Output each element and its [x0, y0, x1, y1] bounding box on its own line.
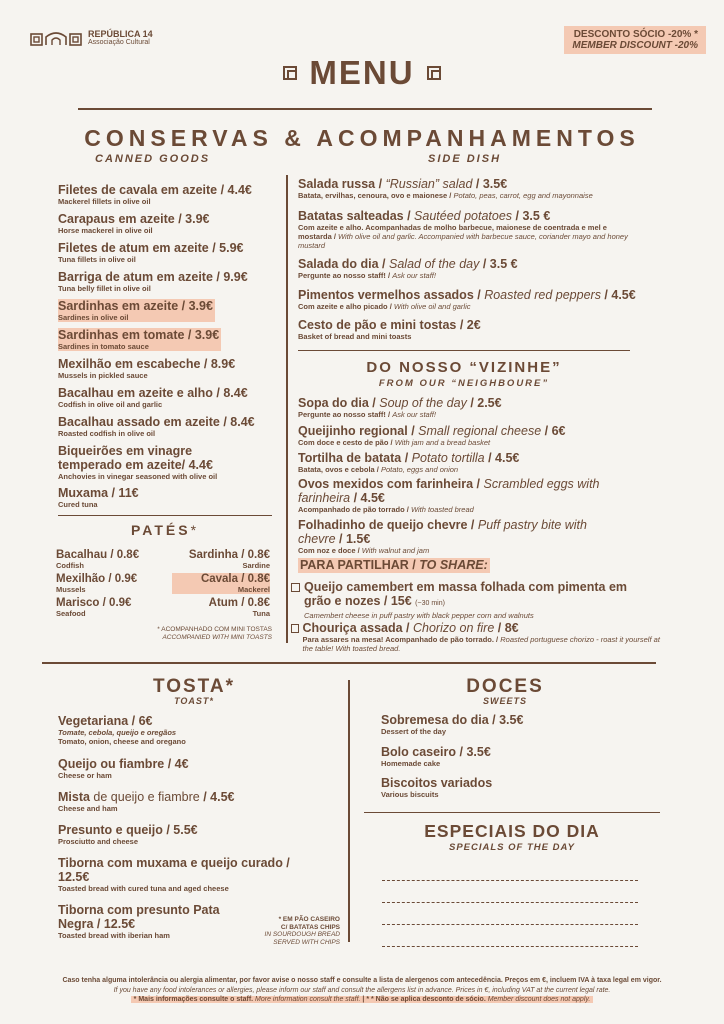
pate-item: [56, 573, 137, 594]
cook-icon: [291, 583, 300, 592]
item-title-pt: Batatas salteadas /: [298, 209, 415, 223]
canned-item: [58, 357, 235, 380]
pate-item: [172, 573, 270, 594]
item-title: Biscoitos variados: [381, 776, 493, 790]
item-subtitle: Tuna belly fillet in olive oil: [58, 284, 151, 293]
subtitle-especiais: SPECIALS OF THE DAY: [449, 842, 575, 853]
item-title: Sobremesa do dia / 3.5€: [381, 713, 524, 727]
item-title-pt: Salada do dia /: [298, 257, 389, 271]
pates-note: [58, 626, 272, 642]
subtitle-doces: SWEETS: [482, 696, 527, 706]
pate-item: [56, 597, 131, 618]
pate-subtitle: Sardine: [242, 561, 270, 570]
neighbour-item: [298, 518, 648, 555]
side-dish-item: [298, 209, 638, 250]
divider: [58, 515, 272, 516]
sweet-item: [381, 713, 523, 736]
section-title-pates: [58, 522, 272, 538]
canned-item: [58, 444, 217, 481]
item-subtitle: Homemade cake: [381, 759, 441, 768]
item-subtitle-en: Cheese or ham: [58, 771, 112, 780]
item-title: Filetes de cavala em azeite / 4.4€: [58, 183, 252, 197]
logo-name: REPÚBLICA 14: [88, 29, 153, 39]
item-subtitle-pt: Pergunte ao nosso staff! /: [298, 410, 393, 419]
item-subtitle-en: With olive oil and garlic: [393, 302, 471, 311]
divider: [298, 350, 630, 351]
item-subtitle: Various biscuits: [381, 790, 439, 799]
discount-line-pt: DESCONTO SÓCIO -20% *: [573, 29, 698, 40]
item-title: Biqueirões em vinagre: [58, 444, 193, 458]
pate-subtitle: Mussels: [56, 585, 86, 594]
tosta-note-2: C/ BATATAS CHIPS: [280, 923, 340, 931]
tosta-note-4: SERVED WITH CHIPS: [273, 938, 340, 946]
canned-item: [58, 299, 215, 322]
item-price: / 4.5€: [350, 491, 385, 505]
canned-item: [58, 386, 248, 409]
item-price: / 3.5 €: [512, 209, 551, 223]
pate-title: Bacalhau / 0.8€: [56, 549, 140, 561]
item-subtitle-pt: Para assares na mesa! Acompanhado de pão torrado. /: [302, 635, 501, 644]
item-title: Sardinhas em tomate / 3.9€: [58, 328, 220, 342]
discount-line-en: MEMBER DISCOUNT -20%: [572, 40, 698, 51]
item-price: / 6€: [541, 424, 566, 438]
subtitle-tosta: TOAST*: [174, 696, 214, 706]
toast-item: [58, 856, 338, 893]
item-title-2: Negra / 12.5€: [58, 917, 136, 931]
toast-item: [58, 757, 338, 780]
sweet-item: [381, 776, 492, 799]
item-subtitle: Tuna fillets in olive oil: [58, 255, 136, 264]
tosta-title-text: TOSTA: [152, 676, 226, 697]
pate-subtitle: Tuna: [252, 609, 270, 618]
item-subtitle-en: Potato, peas, carrot, egg and mayonnaise: [453, 191, 593, 200]
item-title: Queijo camembert em massa folhada com pimenta em: [304, 580, 628, 594]
toast-item: [58, 790, 338, 813]
item-title-en: Roasted red peppers: [484, 288, 601, 302]
item-subtitle: Sardines in tomato sauce: [58, 342, 221, 351]
item-subtitle-pt: Acompanhado de pão torrado /: [298, 505, 411, 514]
item-title: Carapaus em azeite / 3.9€: [58, 212, 210, 226]
item-title: Tiborna com presunto Pata: [58, 903, 220, 917]
pates-note-pt: * ACOMPANHADO COM MINI TOSTAS: [157, 626, 272, 633]
pates-note-en: ACCOMPANIED WITH MINI TOASTS: [162, 634, 272, 641]
item-subtitle-pt: Com noz e doce /: [298, 546, 362, 555]
item-subtitle: Horse mackerel in olive oil: [58, 226, 153, 235]
toast-item: [58, 714, 338, 746]
specials-blank-line: [382, 902, 638, 903]
footer-note-pt1: * Mais informações consulte o staff.: [133, 996, 254, 1003]
item-price: / 3.5€: [472, 177, 508, 191]
item-subtitle-en: Cheese and ham: [58, 804, 118, 813]
item-price: / 3.5 €: [479, 257, 518, 271]
section-title-vizinhe: DO NOSSO “VIZINHE”: [366, 359, 562, 376]
item-subtitle-en: With jam and a bread basket: [394, 438, 491, 447]
side-dish-item: [298, 257, 638, 280]
neighbour-item: [298, 396, 648, 419]
menu-title: [0, 54, 724, 92]
item-title: Bacalhau assado em azeite / 8.4€: [58, 415, 255, 429]
item-title: Mista: [58, 790, 90, 804]
item-title-pt: Sopa do dia /: [298, 396, 380, 410]
pate-subtitle: Codfish: [56, 561, 84, 570]
item-title-en-2: chevre: [298, 532, 336, 546]
item-title-detail: de queijo e fiambre: [89, 790, 200, 804]
pate-item: [56, 549, 139, 570]
item-subtitle-en: Toasted bread with iberian ham: [58, 931, 170, 940]
footer-line-pt: Caso tenha alguma intolerância ou alergia alimentar, por favor avise o nosso staff e consulte a lista de alergenos com antecedência. Preços em €, incluem IVA à taxa legal em vigor.: [62, 977, 662, 984]
item-subtitle-en: Potato, eggs and onion: [380, 465, 459, 474]
square-spiral-icon: [427, 66, 441, 80]
section-title-especiais: ESPECIAIS DO DIA: [424, 821, 600, 841]
item-title: Mexilhão em escabeche / 8.9€: [58, 357, 236, 371]
sweet-item: [381, 745, 491, 768]
item-title: Muxama / 11€: [58, 486, 139, 500]
item-subtitle: Sardines in olive oil: [58, 313, 215, 322]
item-price: / 4.5€: [484, 451, 520, 465]
canned-item: [58, 415, 255, 438]
column-divider: [286, 175, 288, 643]
neighbour-item: [298, 424, 648, 447]
item-title-en: Scrambled eggs with: [483, 477, 600, 491]
specials-blank-line: [382, 946, 638, 947]
share-title-pt: PARA PARTILHAR /: [300, 558, 420, 572]
item-price: / 1.5€: [335, 532, 371, 546]
item-subtitle-en: With olive oil and garlic. Accompanied with barbecue sauce, coriander mayo and honey mustard: [298, 232, 628, 250]
item-subtitle-pt: Com azeite e alho. Acompanhadas de molho barbecue, maionese de coentrada e mel e mostarda /: [298, 223, 607, 241]
item-title-pt: Pimentos vermelhos assados /: [298, 288, 485, 302]
item-subtitle: Roasted codfish in olive oil: [58, 429, 156, 438]
pate-item: [172, 597, 270, 618]
item-title-en: Salad of the day: [389, 257, 480, 271]
canned-item: [58, 486, 139, 509]
item-subtitle-en: Ask our staff!: [392, 410, 436, 419]
side-dish-item: [298, 177, 638, 200]
item-title-en: Chorizo on fire: [412, 621, 495, 635]
item-price: / 4.5€: [600, 288, 636, 302]
canned-item: [58, 241, 244, 264]
item-title-2: grão e nozes / 15€: [304, 594, 412, 608]
item-title: Tiborna com muxama e queijo curado /: [58, 856, 290, 870]
item-subtitle: Cured tuna: [58, 500, 98, 509]
item-subtitle: Mussels in pickled sauce: [58, 371, 148, 380]
item-subtitle-pt: Batata, ervilhas, cenoura, ovo e maionese /: [298, 191, 454, 200]
prep-time-note: (~30 min): [415, 600, 445, 607]
logo: [30, 28, 153, 48]
item-title: Queijo ou fiambre / 4€: [58, 757, 189, 771]
item-price: / 2.5€: [466, 396, 502, 410]
item-title-en: Sautéed potatoes: [414, 209, 513, 223]
share-title-en: TO SHARE:: [419, 558, 488, 572]
subtitle-side-dish: SIDE DISH: [428, 153, 502, 165]
neighbour-item: [298, 451, 648, 474]
canned-item: [58, 183, 252, 206]
item-title: Bolo caseiro / 3.5€: [381, 745, 491, 759]
pate-title: Atum / 0.8€: [208, 597, 270, 609]
pate-title: Mexilhão / 0.9€: [56, 573, 138, 585]
item-title: Filetes de atum em azeite / 5.9€: [58, 241, 244, 255]
item-title-pt: Cesto de pão e mini tostas / 2€: [298, 318, 481, 332]
canned-item: [58, 270, 248, 293]
divider: [78, 108, 652, 110]
item-title-pt: Folhadinho de queijo chevre /: [298, 518, 478, 532]
logo-icon: [30, 28, 82, 48]
footer-note-en1: More information consult the staff.: [253, 996, 361, 1003]
side-dish-item: [298, 318, 638, 341]
item-subtitle-en: Prosciutto and cheese: [58, 837, 139, 846]
item-title: Bacalhau em azeite e alho / 8.4€: [58, 386, 248, 400]
menu-title-text: MENU: [309, 54, 415, 91]
item-subtitle-pt: Tomate, cebola, queijo e oregãos: [58, 728, 177, 737]
specials-blank-line: [382, 880, 638, 881]
canned-item: [58, 212, 209, 235]
tosta-star: *: [225, 676, 236, 697]
subtitle-canned-goods: CANNED GOODS: [95, 153, 211, 165]
item-title-2: temperado em azeite/ 4.4€: [58, 458, 213, 472]
logo-subtitle: Associação Cultural: [88, 39, 150, 46]
tosta-note-3: IN SOURDOUGH BREAD: [264, 931, 340, 938]
item-price: / 8€: [494, 621, 519, 635]
toast-item: [58, 823, 338, 846]
item-title: Sardinhas em azeite / 3.9€: [58, 299, 213, 313]
item-title-pt: Queijinho regional /: [298, 424, 419, 438]
pate-item: [172, 549, 270, 570]
column-divider: [348, 680, 350, 942]
item-subtitle-pt: Com azeite e alho picado /: [298, 302, 394, 311]
footer-note-en2: Member discount does not apply.: [485, 996, 591, 1003]
footer: [20, 976, 704, 1005]
canned-item: [58, 328, 221, 351]
section-title-conservas: CONSERVAS & ACOMPANHAMENTOS: [84, 125, 640, 151]
item-subtitle: Codfish in olive oil and garlic: [58, 400, 163, 409]
pates-star: *: [190, 522, 200, 538]
item-title-en: Potato tortilla: [411, 451, 485, 465]
item-title-en: “Russian” salad: [385, 177, 473, 191]
item-title: Vegetariana / 6€: [58, 714, 153, 728]
item-subtitle-en: With walnut and jam: [361, 546, 430, 555]
item-title-pt: Salada russa /: [298, 177, 386, 191]
tosta-note-1: * EM PÃO CASEIRO: [278, 916, 340, 923]
item-subtitle-en: Tomato, onion, cheese and oregano: [58, 737, 186, 746]
item-subtitle-pt: Pergunte ao nosso staff! /: [298, 271, 393, 280]
pate-title: Sardinha / 0.8€: [188, 549, 270, 561]
square-spiral-icon: [283, 66, 297, 80]
pate-title: Marisco / 0.9€: [56, 597, 132, 609]
pate-title: Cavala / 0.8€: [172, 573, 270, 586]
pates-title-text: PATÉS: [130, 522, 191, 538]
item-subtitle-en: Roasted portuguese chorizo - roast it yourself at the table! With toasted bread.: [302, 635, 660, 653]
pate-subtitle: Seafood: [56, 609, 86, 618]
share-item-camembert: [291, 580, 651, 620]
neighbour-item: [298, 477, 648, 514]
divider: [364, 812, 660, 813]
side-dish-item: [298, 288, 638, 311]
member-discount-badge: [564, 26, 706, 54]
item-subtitle: Camembert cheese in puff pastry with black pepper corn and walnuts: [304, 611, 534, 620]
item-title-pt: Ovos mexidos com farinheira /: [298, 477, 484, 491]
item-subtitle: Dessert of the day: [381, 727, 447, 736]
item-subtitle-pt: Batata, ovos e cebola /: [298, 465, 381, 474]
footer-note: [131, 996, 594, 1003]
item-title-pt: Tortilha de batata /: [298, 451, 412, 465]
divider: [42, 662, 656, 664]
pate-subtitle: Mackerel: [172, 586, 270, 594]
item-price: / 4.5€: [199, 790, 235, 804]
footer-line-en: If you have any food intolerances or allergies, please inform our staff and consult the allergens list in advance. Prices in €, including VAT at the current legal rate.: [113, 986, 611, 994]
specials-blank-line: [382, 924, 638, 925]
item-title-en: Soup of the day: [379, 396, 467, 410]
share-item-chorizo: [291, 621, 663, 653]
item-title-en: Puff pastry bite with: [477, 518, 587, 532]
section-title-doces: DOCES: [466, 676, 544, 697]
item-title-en-2: farinheira: [298, 491, 351, 505]
item-title: Presunto e queijo / 5.5€: [58, 823, 198, 837]
item-title-en: Small regional cheese: [418, 424, 542, 438]
item-subtitle-pt: Basket of bread and mini toasts: [298, 332, 412, 341]
toast-item: [58, 903, 338, 940]
item-title-pt: Chouriça assada /: [302, 621, 413, 635]
section-title-tosta: [58, 676, 330, 698]
subtitle-vizinhe: FROM OUR “NEIGHBOURE”: [378, 378, 550, 389]
share-title: [298, 558, 490, 573]
cook-icon: [291, 624, 299, 633]
item-title: Barriga de atum em azeite / 9.9€: [58, 270, 248, 284]
item-subtitle-en: With toasted bread: [410, 505, 474, 514]
item-subtitle-en: Toasted bread with cured tuna and aged cheese: [58, 884, 229, 893]
item-title-2: 12.5€: [58, 870, 90, 884]
item-subtitle-en: Ask our staff!: [392, 271, 436, 280]
footer-note-pt2: | * * Não se aplica desconto de sócio.: [360, 996, 486, 1003]
item-subtitle: Anchovies in vinegar seasoned with olive oil: [58, 472, 218, 481]
item-subtitle-pt: Com doce e cesto de pão /: [298, 438, 395, 447]
item-subtitle: Mackerel fillets in olive oil: [58, 197, 151, 206]
